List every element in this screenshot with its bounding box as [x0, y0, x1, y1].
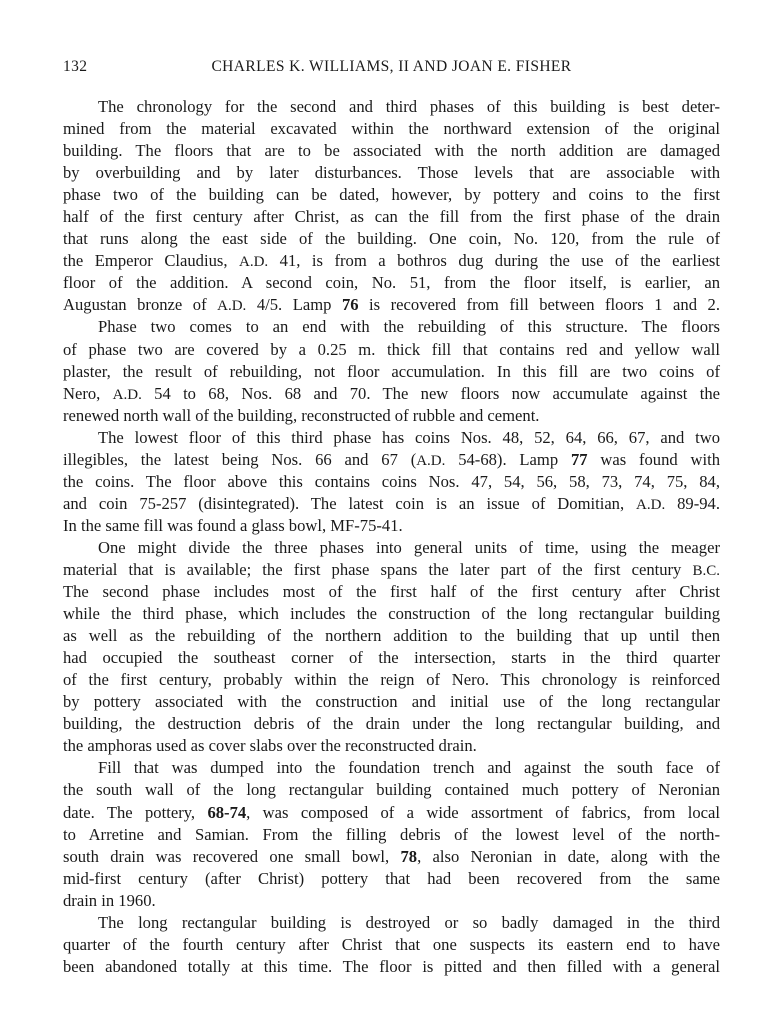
- text-line: [63, 383, 720, 405]
- text-line: [63, 868, 720, 890]
- text-line: [63, 735, 720, 757]
- text-line: [63, 162, 720, 184]
- text-segment: material that is available; the first phase spans the later part of the first century: [63, 559, 693, 579]
- text-segment: of the first century, probably within the reign of Nero. This chronology is reinforced: [63, 670, 720, 690]
- text-line: [63, 934, 720, 956]
- text-line: [63, 515, 720, 537]
- text-segment: mid-first century (after Christ) pottery that had been recovered from the same: [63, 868, 720, 888]
- text-segment: by pottery associated with the construction and initial use of the long rectangular: [63, 692, 720, 712]
- text-line: [63, 757, 720, 779]
- era-abbreviation: A.D.: [636, 496, 666, 513]
- text-line: [63, 118, 720, 140]
- text-line: [63, 824, 720, 846]
- text-line: [63, 184, 720, 206]
- text-line: [63, 625, 720, 647]
- text-segment: that runs along the east side of the building. One coin, No. 120, from the rule of: [63, 229, 720, 249]
- era-abbreviation: A.D.: [416, 452, 446, 469]
- text-line: [63, 581, 720, 603]
- text-segment: In the same fill was found a glass bowl, MF-75-41.: [63, 515, 403, 535]
- text-segment: and coin 75-257 (disintegrated). The latest coin is an issue of Domitian,: [63, 493, 637, 513]
- text-segment: Nero,: [63, 383, 113, 403]
- text-segment: Phase two comes to an end with the rebuilding of this structure. The floors: [98, 317, 720, 337]
- text-segment: building, the destruction debris of the drain under the long rectangular building, and: [63, 714, 720, 734]
- text-line: [63, 912, 720, 934]
- text-segment: The lowest floor of this third phase has coins Nos. 48, 52, 64, 66, 67, and two: [98, 427, 720, 447]
- era-abbreviation: A.D.: [217, 298, 247, 315]
- text-segment: the coins. The floor above this contains coins Nos. 47, 54, 56, 58, 73, 74, 75, 84,: [63, 471, 720, 491]
- text-segment: One might divide the three phases into general units of time, using the meager: [98, 537, 720, 557]
- text-line: [63, 691, 720, 713]
- text-segment: 54-68). Lamp: [445, 449, 571, 469]
- text-segment: , was composed of a wide assortment of fabrics, from local: [246, 802, 720, 822]
- text-segment: Fill that was dumped into the foundation trench and against the south face of: [98, 758, 720, 778]
- text-segment: 54 to 68, Nos. 68 and 70. The new floors now accumulate against the: [141, 383, 721, 403]
- text-segment: the Emperor Claudius,: [63, 251, 239, 271]
- text-segment: , also Neronian in date, along with the: [417, 846, 720, 866]
- body-text: [63, 96, 720, 978]
- text-segment: was found with: [587, 449, 720, 469]
- text-line: [63, 427, 720, 449]
- text-line: [63, 140, 720, 162]
- era-abbreviation: B.C.: [692, 562, 720, 579]
- text-line: [63, 802, 720, 824]
- text-line: [63, 316, 720, 338]
- text-segment: the south wall of the long rectangular building contained much pottery of Neronian: [63, 780, 720, 800]
- text-line: [63, 361, 720, 383]
- text-segment: building. The floors that are to be associated with the north addition are damaged: [63, 141, 720, 161]
- text-line: [63, 713, 720, 735]
- text-line: [63, 294, 720, 316]
- text-segment: south drain was recovered one small bowl,: [63, 846, 401, 866]
- page-number: 132: [63, 58, 88, 75]
- text-segment: date. The pottery,: [63, 802, 208, 822]
- text-segment: as well as the rebuilding of the northern addition to the building that up until then: [63, 626, 720, 646]
- text-line: [63, 449, 720, 471]
- text-segment: been abandoned totally at this time. The floor is pitted and then filled with a general: [63, 956, 720, 976]
- text-segment: 4/5. Lamp: [246, 295, 342, 315]
- text-line: [63, 272, 720, 294]
- text-segment: The second phase includes most of the first half of the first century after Christ: [63, 582, 720, 602]
- text-segment: plaster, the result of rebuilding, not floor accumulation. In this fill are two coins of: [63, 361, 720, 381]
- text-segment: phase two of the building can be dated, however, by pottery and coins to the first: [63, 185, 720, 205]
- catalog-number: 78: [400, 846, 418, 866]
- text-line: [63, 779, 720, 801]
- text-line: [63, 890, 720, 912]
- text-segment: while the third phase, which includes the construction of the long rectangular building: [63, 604, 720, 624]
- text-line: [63, 956, 720, 978]
- catalog-number: 68-74: [207, 802, 247, 822]
- text-segment: Augustan bronze of: [63, 295, 218, 315]
- text-segment: of phase two are covered by a 0.25 m. thick fill that contains red and yellow wall: [63, 339, 720, 359]
- text-segment: The chronology for the second and third phases of this building is best deter-: [98, 97, 720, 116]
- era-abbreviation: A.D.: [238, 254, 269, 271]
- text-line: [63, 228, 720, 250]
- text-segment: mined from the material excavated within the northward extension of the original: [63, 119, 720, 139]
- text-line: [63, 669, 720, 691]
- era-abbreviation: A.D.: [112, 386, 142, 403]
- text-segment: drain in 1960.: [63, 890, 156, 910]
- text-line: [63, 206, 720, 228]
- text-line: [63, 405, 720, 427]
- text-line: [63, 559, 720, 581]
- text-line: [63, 471, 720, 493]
- text-segment: renewed north wall of the building, reconstructed of rubble and cement.: [63, 405, 540, 425]
- text-segment: illegibles, the latest being Nos. 66 and 67 (: [63, 449, 417, 469]
- text-segment: to Arretine and Samian. From the filling debris of the lowest level of the north-: [63, 824, 720, 844]
- text-line: [63, 647, 720, 669]
- page-header: [63, 58, 720, 80]
- text-segment: 89-94.: [665, 493, 720, 513]
- text-segment: quarter of the fourth century after Christ that one suspects its eastern end to have: [63, 934, 720, 954]
- catalog-number: 77: [570, 449, 588, 469]
- text-segment: had occupied the southeast corner of the intersection, starts in the third quarter: [63, 648, 720, 668]
- text-line: [63, 537, 720, 559]
- text-line: [63, 846, 720, 868]
- catalog-number: 76: [341, 295, 359, 315]
- text-segment: by overbuilding and by later disturbances. Those levels that are associable with: [63, 163, 720, 183]
- text-line: [63, 603, 720, 625]
- text-segment: is recovered from fill between floors 1 and 2.: [358, 295, 720, 315]
- running-head: CHARLES K. WILLIAMS, II AND JOAN E. FISHER: [211, 58, 572, 75]
- text-segment: The long rectangular building is destroyed or so badly damaged in the third: [98, 912, 720, 932]
- text-line: [63, 250, 720, 272]
- text-line: [63, 493, 720, 515]
- text-segment: floor of the addition. A second coin, No. 51, from the floor itself, is earlier, an: [63, 273, 720, 293]
- text-line: [63, 96, 720, 118]
- text-segment: half of the first century after Christ, as can the fill from the first phase of the drain: [63, 207, 720, 227]
- text-line: [63, 339, 720, 361]
- text-segment: the amphoras used as cover slabs over the reconstructed drain.: [63, 736, 477, 756]
- text-segment: 41, is from a bothros dug during the use of the earliest: [268, 251, 720, 271]
